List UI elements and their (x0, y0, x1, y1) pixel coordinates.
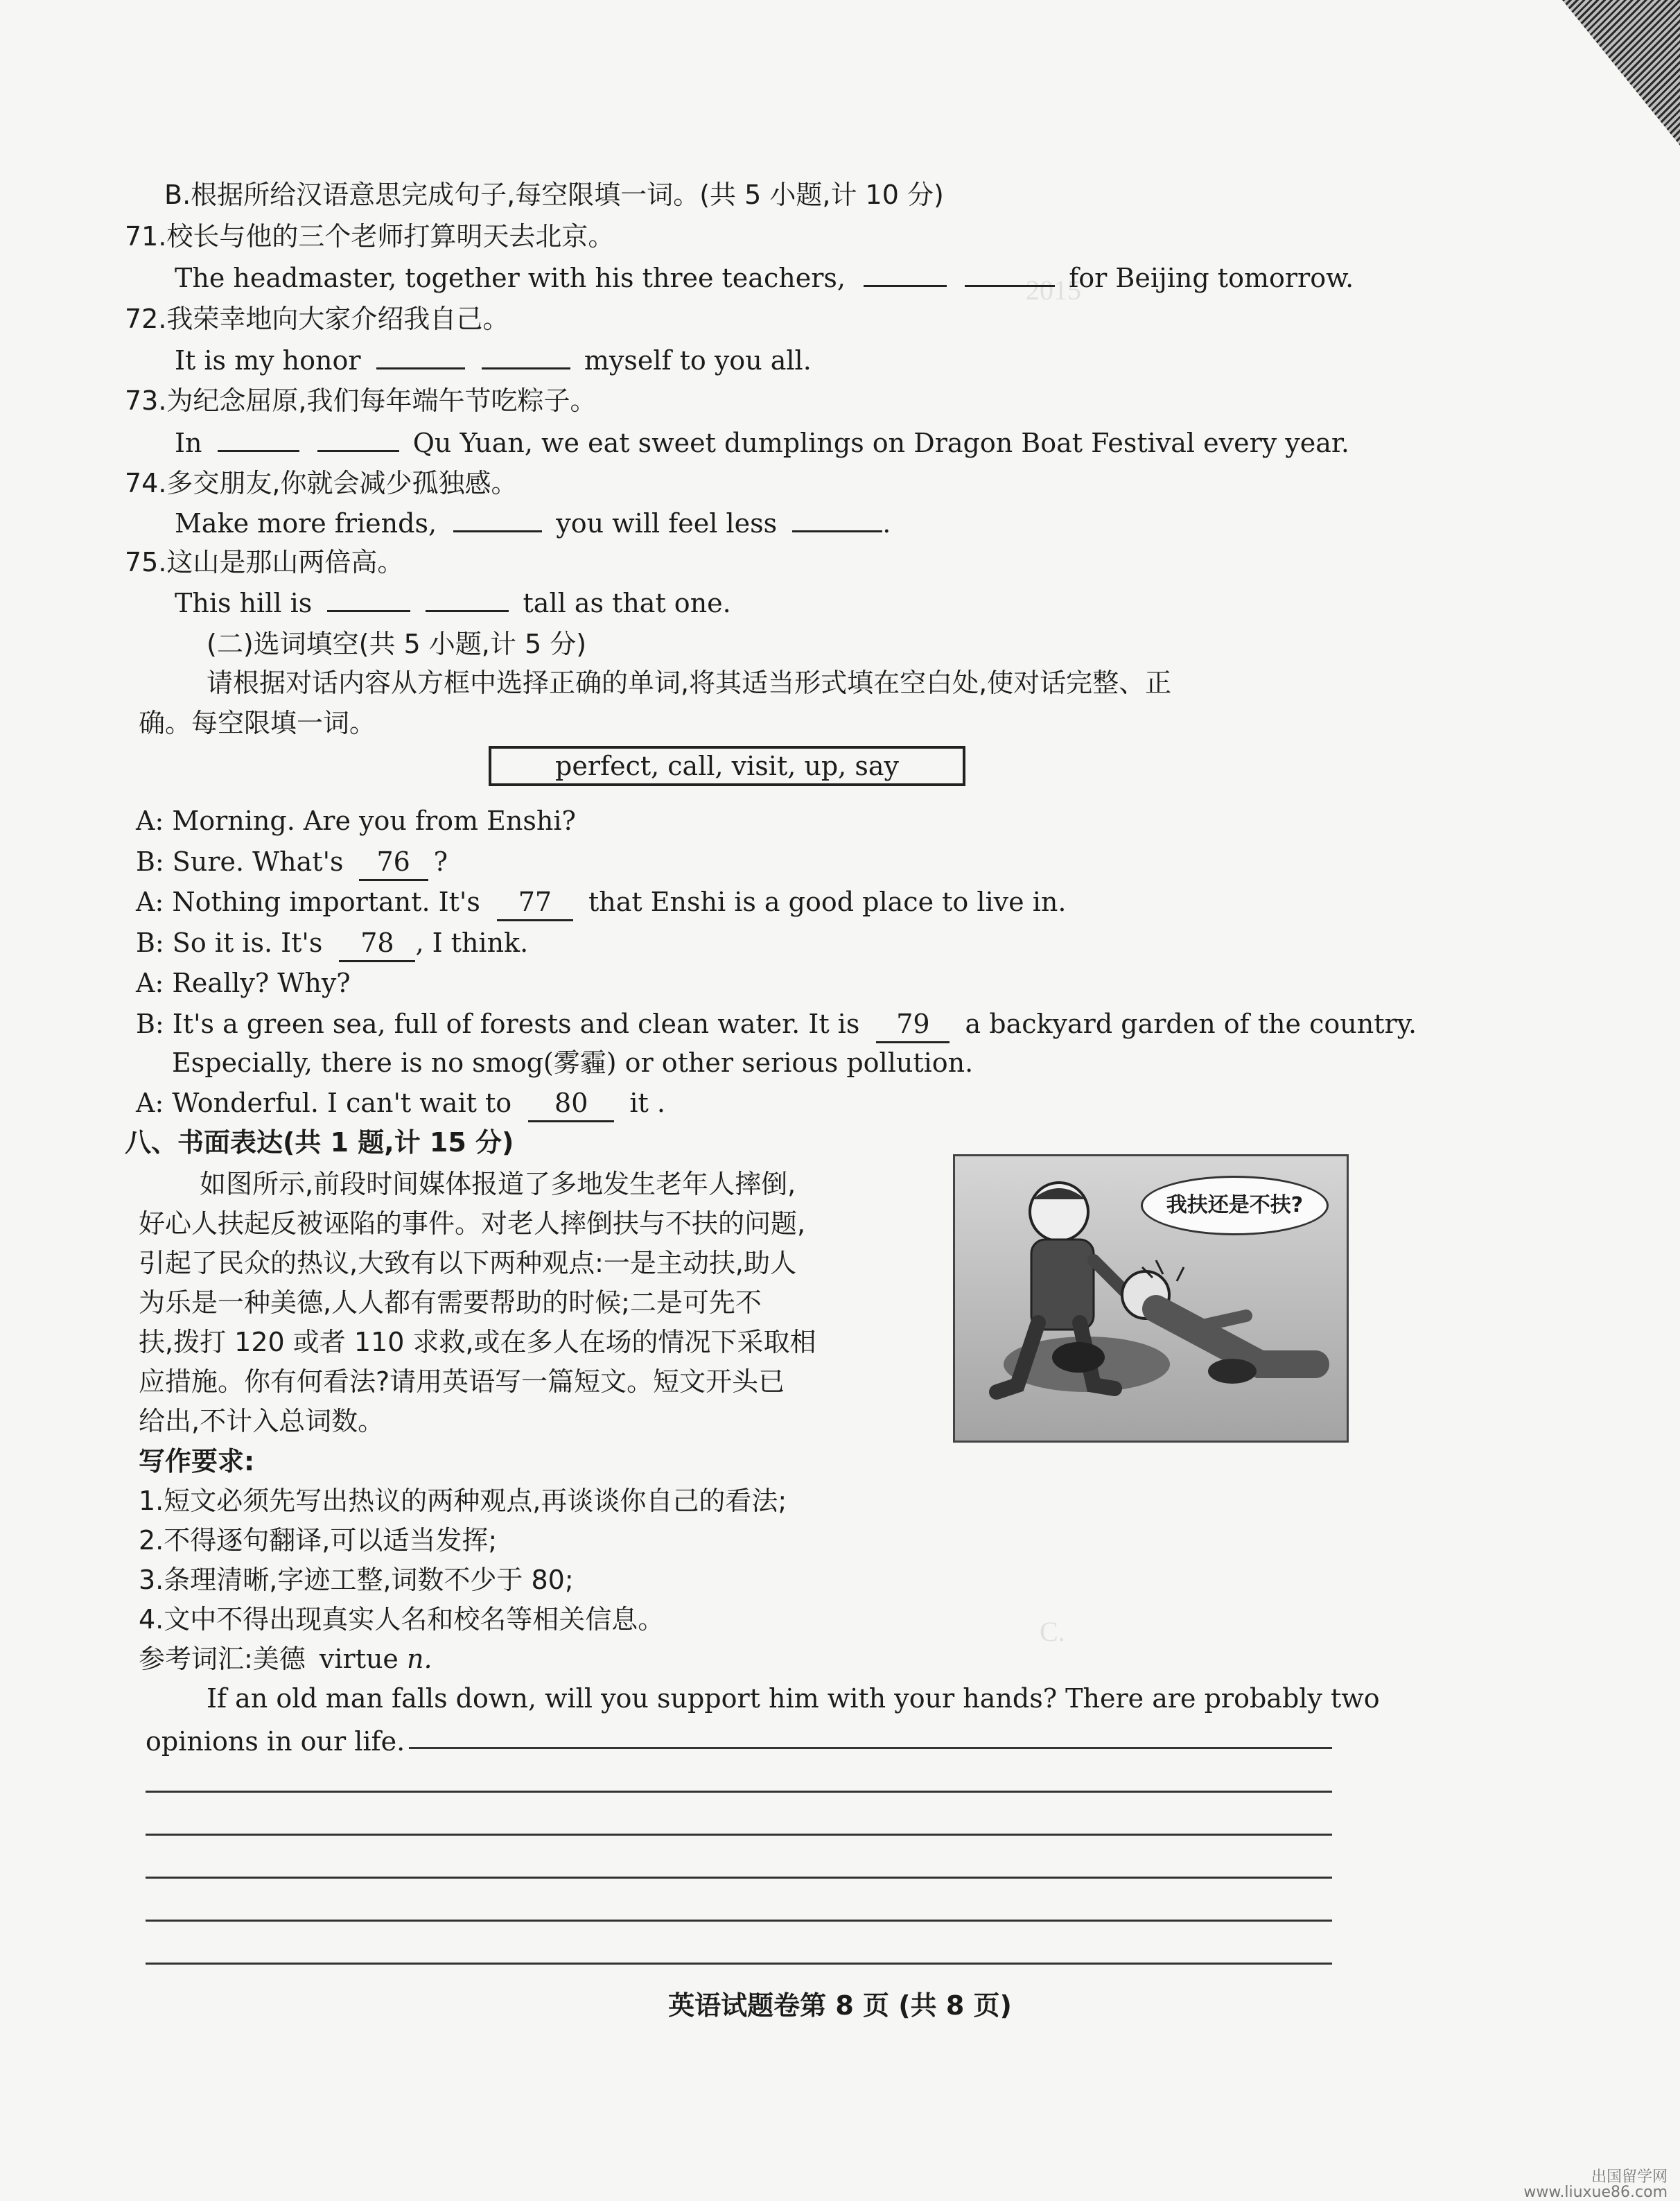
q74-text-b: you will feel less (556, 508, 778, 539)
answer-line[interactable] (409, 1747, 1332, 1749)
dialogue-line-7: Especially, there is no smog(雾霾) or other serious pollution. (172, 1047, 974, 1078)
q75-english (175, 586, 731, 620)
dialogue-3-text-b: that Enshi is a good place to live in. (588, 887, 1067, 917)
q72-english (175, 343, 812, 378)
writing-requirements-title: 写作要求: (139, 1446, 255, 1477)
q75-chinese: 75.这山是那山两倍高。 (125, 547, 404, 577)
prompt-line-7: 给出,不计入总词数。 (139, 1406, 385, 1436)
bleed-through-text: C. (1040, 1616, 1065, 1647)
dialogue-8-text-b: it . (629, 1088, 665, 1118)
word-box: perfect, call, visit, up, say (489, 746, 965, 786)
blank-78[interactable]: 78 (339, 925, 415, 962)
q74-text-c: . (882, 508, 891, 539)
q75-text-a: This hill is (175, 588, 313, 618)
answer-line[interactable] (146, 1920, 1332, 1922)
vocab-word: virtue (319, 1644, 399, 1674)
reference-vocabulary (139, 1642, 432, 1676)
q73-blank-1[interactable] (218, 426, 299, 452)
prompt-line-2: 好心人扶起反被诬陷的事件。对老人摔倒扶与不扶的问题, (139, 1208, 806, 1239)
watermark-name: 出国留学网 (1591, 2168, 1668, 2186)
bleed-through-text: 2015 (1026, 275, 1081, 306)
q73-text-a: In (175, 428, 202, 458)
q73-blank-2[interactable] (317, 426, 399, 452)
requirement-2: 2.不得逐句翻译,可以适当发挥; (139, 1525, 498, 1556)
q72-chinese: 72.我荣幸地向大家介绍我自己。 (125, 304, 509, 334)
blank-80[interactable]: 80 (528, 1086, 614, 1122)
dialogue-6-text-b: a backyard garden of the country. (965, 1009, 1417, 1039)
q74-text-a: Make more friends, (175, 508, 437, 539)
dialogue-6-text-a: B: It's a green sea, full of forests and clean water. It is (136, 1009, 860, 1039)
section-2-instruction-2: 确。每空限填一词。 (139, 708, 376, 738)
cartoon-illustration (953, 1154, 1349, 1443)
dialogue-line-3 (136, 885, 1066, 921)
section-2-instruction-1: 请根据对话内容从方框中选择正确的单词,将其适当形式填在空白处,使对话完整、正 (207, 668, 1172, 698)
answer-line[interactable] (146, 1877, 1332, 1879)
dialogue-line-5: A: Really? Why? (136, 968, 351, 998)
q72-text-b: myself to you all. (584, 345, 812, 376)
q73-text-b: Qu Yuan, we eat sweet dumplings on Dragon Boat Festival every year. (412, 428, 1349, 458)
dialogue-2-text-b: ? (433, 846, 448, 877)
q73-english (175, 426, 1349, 460)
q73-chinese: 73.为纪念屈原,我们每年端午节吃粽子。 (125, 385, 597, 416)
blank-79[interactable]: 79 (876, 1007, 950, 1043)
q71-blank-1[interactable] (864, 261, 947, 287)
section-8-heading: 八、书面表达(共 1 题,计 15 分) (125, 1127, 514, 1158)
prompt-line-3: 引起了民众的热议,大致有以下两种观点:一是主动扶,助人 (139, 1248, 796, 1278)
q71-chinese: 71.校长与他的三个老师打算明天去北京。 (125, 221, 615, 252)
prompt-line-5: 扶,拨打 120 或者 110 求救,或在多人在场的情况下采取相 (139, 1327, 816, 1357)
page-footer: 英语试题卷第 8 页 (共 8 页) (668, 1990, 1012, 2021)
dialogue-line-4 (136, 925, 528, 962)
dialogue-2-text-a: B: Sure. What's (136, 846, 344, 877)
section-b-heading: B.根据所给汉语意思完成句子,每空限填一词。(共 5 小题,计 10 分) (164, 180, 944, 210)
prompt-line-6: 应措施。你有何看法?请用英语写一篇短文。短文开头已 (139, 1366, 785, 1397)
dialogue-4-text-a: B: So it is. It's (136, 928, 323, 958)
thought-bubble: 我扶还是不扶? (1141, 1176, 1329, 1235)
q74-english (175, 506, 891, 541)
q71-text-a: The headmaster, together with his three teachers, (175, 263, 846, 293)
prompt-line-1: 如图所示,前段时间媒体报道了多地发生老年人摔倒, (200, 1169, 796, 1199)
q74-chinese: 74.多交朋友,你就会减少孤独感。 (125, 468, 518, 498)
dialogue-line-6 (136, 1007, 1417, 1043)
watermark-url: www.liuxue86.com (1523, 2184, 1668, 2201)
dialogue-line-8 (136, 1086, 665, 1122)
dialogue-3-text-a: A: Nothing important. It's (136, 887, 480, 917)
vocab-label: 参考词汇:美德 (139, 1644, 306, 1674)
q72-text-a: It is my honor (175, 345, 361, 376)
answer-line[interactable] (146, 1963, 1332, 1965)
vocab-pos: n. (407, 1644, 432, 1674)
essay-start-line-1: If an old man falls down, will you support him with your hands? There are probably two (207, 1683, 1380, 1714)
q75-blank-1[interactable] (327, 586, 410, 612)
section-2-heading: (二)选词填空(共 5 小题,计 5 分) (207, 629, 587, 659)
q71-blank-2[interactable] (965, 261, 1055, 287)
q71-english (175, 261, 1354, 295)
requirement-4: 4.文中不得出现真实人名和校名等相关信息。 (139, 1604, 665, 1635)
watermark (1523, 2170, 1668, 2200)
requirement-1: 1.短文必须先写出热议的两种观点,再谈谈你自己的看法; (139, 1486, 787, 1516)
answer-line[interactable] (146, 1791, 1332, 1793)
q74-blank-2[interactable] (792, 507, 882, 532)
dialogue-line-1: A: Morning. Are you from Enshi? (136, 806, 576, 836)
blank-76[interactable]: 76 (359, 844, 428, 881)
q72-blank-2[interactable] (482, 344, 570, 369)
scan-corner-decoration (1562, 0, 1680, 146)
q74-blank-1[interactable] (453, 507, 542, 532)
q75-blank-2[interactable] (426, 586, 509, 612)
requirement-3: 3.条理清晰,字迹工整,词数不少于 80; (139, 1565, 574, 1595)
prompt-line-4: 为乐是一种美德,人人都有需要帮助的时候;二是可先不 (139, 1287, 762, 1318)
blank-77[interactable]: 77 (497, 885, 573, 921)
q72-blank-1[interactable] (376, 344, 465, 369)
q75-text-b: tall as that one. (523, 588, 731, 618)
dialogue-8-text-a: A: Wonderful. I can't wait to (136, 1088, 512, 1118)
answer-line[interactable] (146, 1834, 1332, 1836)
q71-text-b: for Beijing tomorrow. (1069, 263, 1354, 293)
dialogue-line-2 (136, 844, 448, 881)
essay-start-line-2: opinions in our life. (146, 1726, 405, 1757)
dialogue-4-text-b: , I think. (415, 928, 529, 958)
